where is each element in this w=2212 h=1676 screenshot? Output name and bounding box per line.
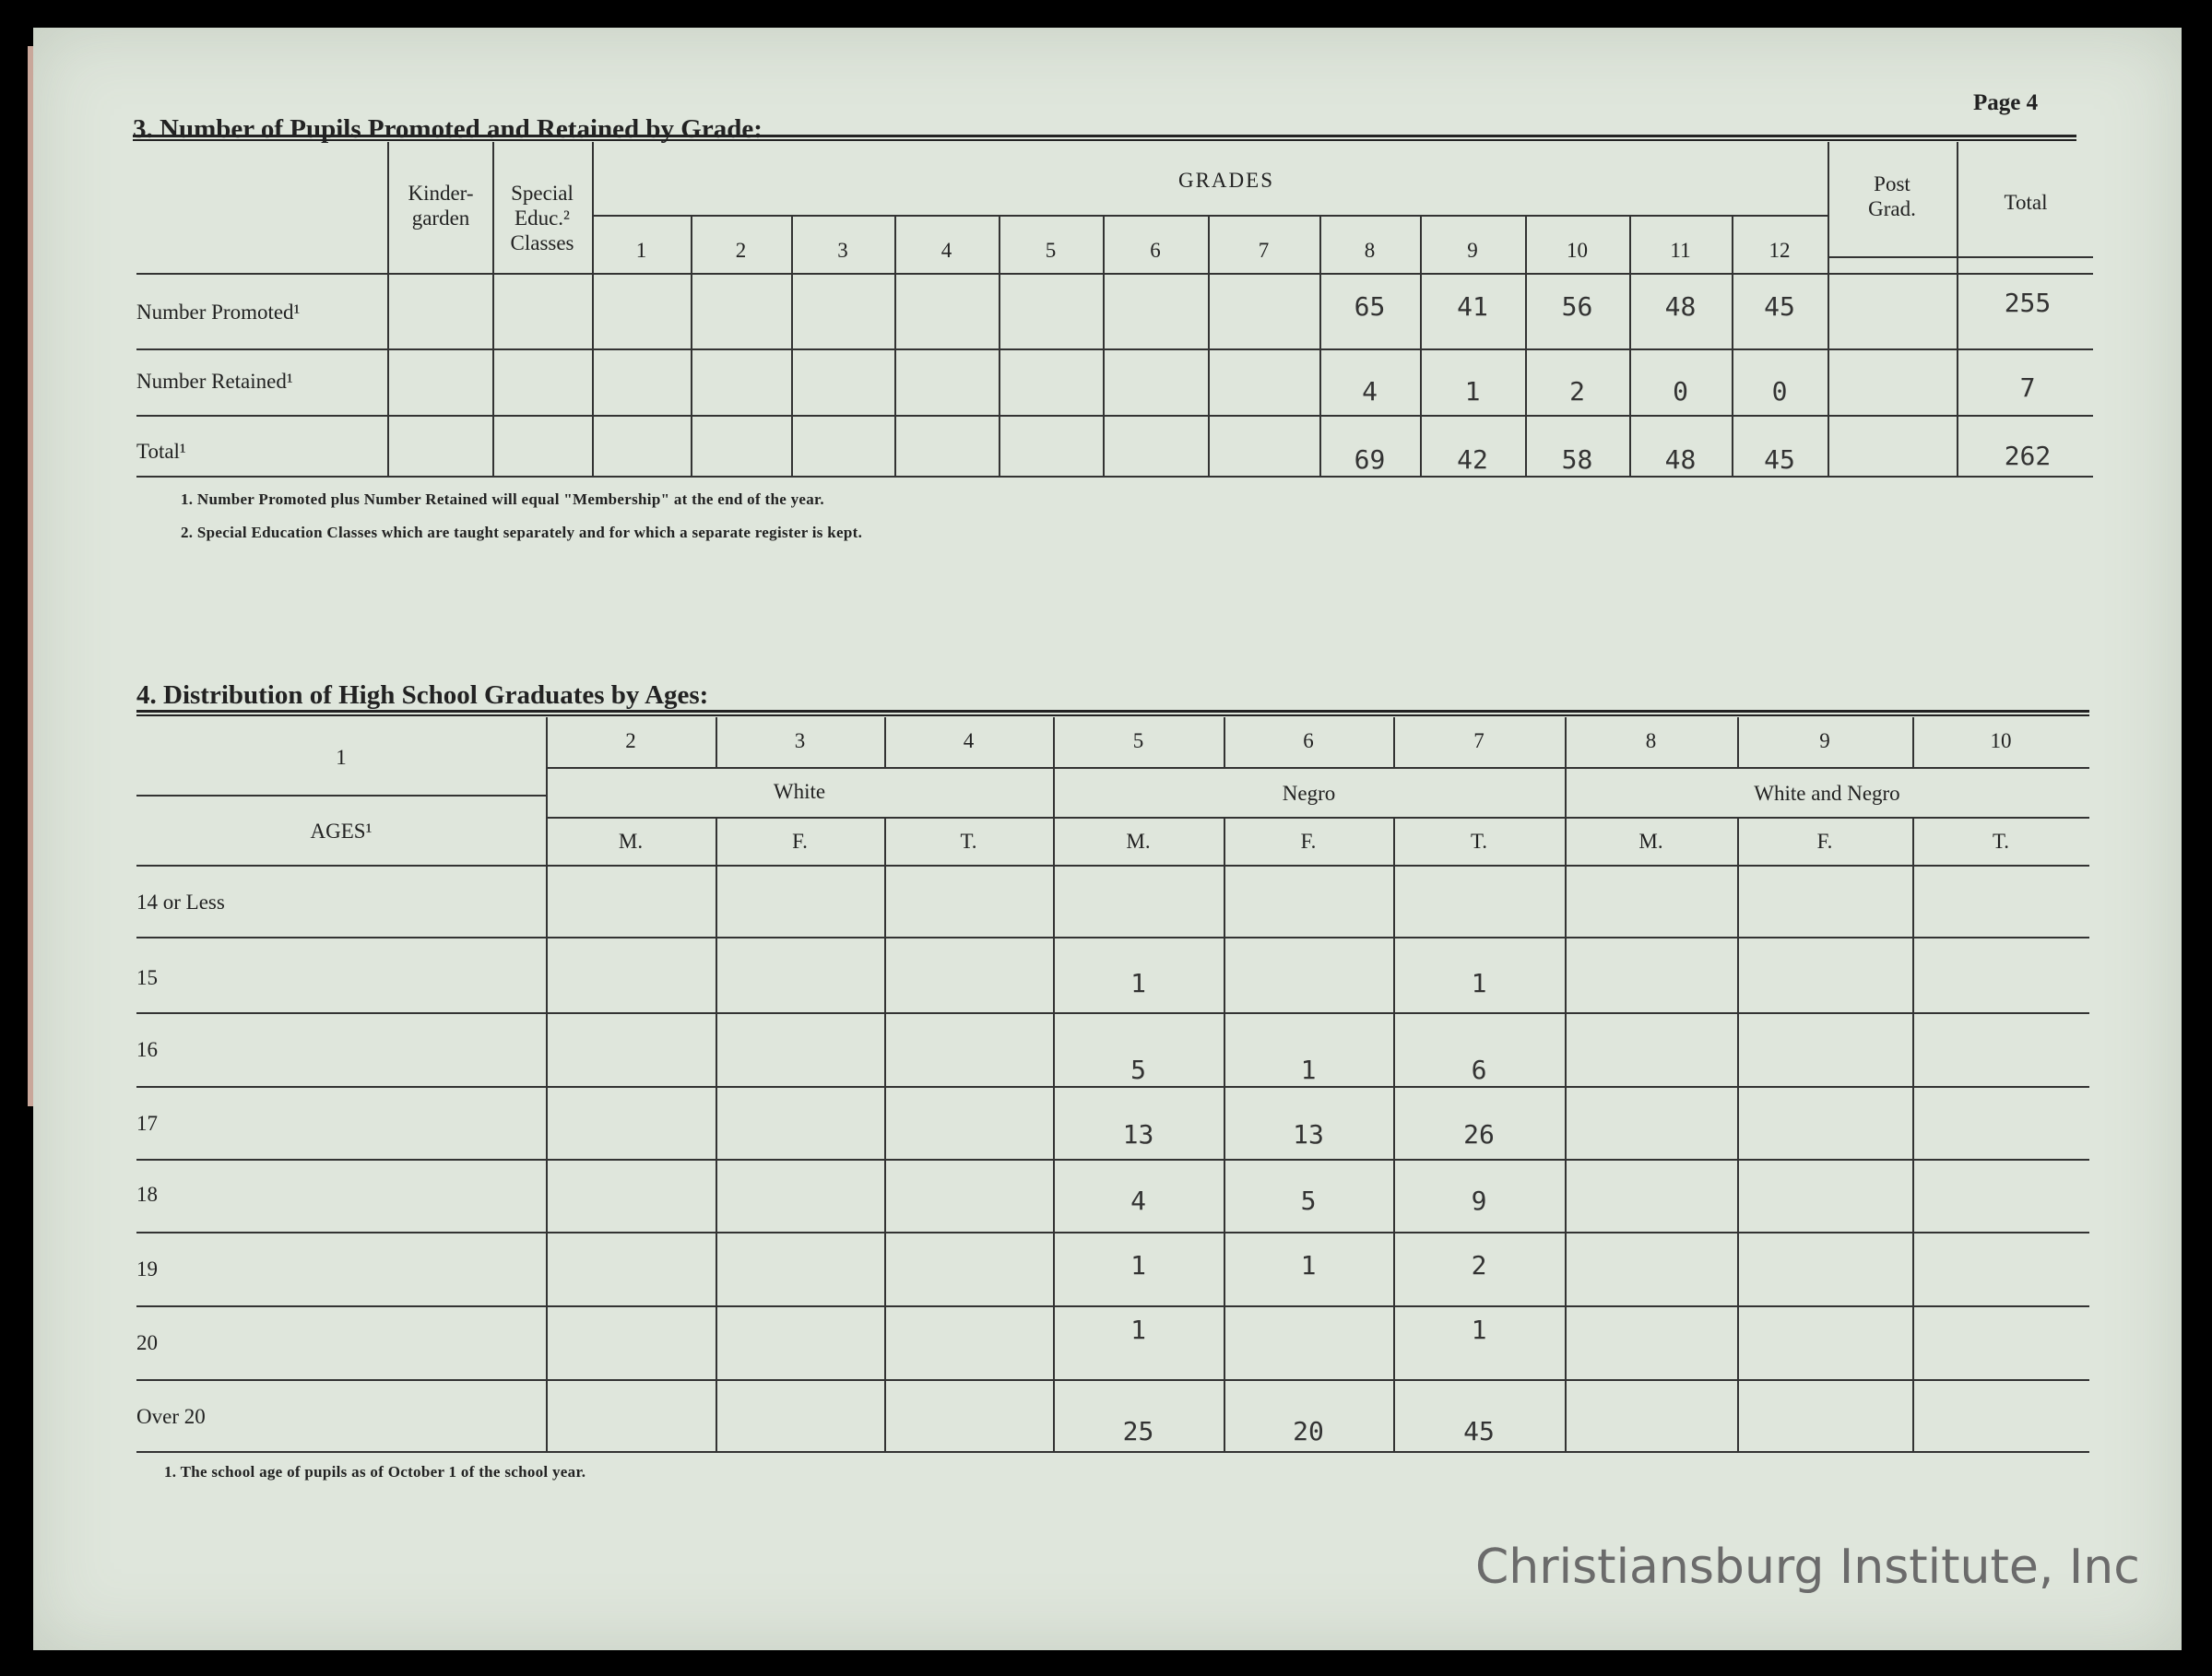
header-kindergarden: Kinder- garden (408, 182, 474, 230)
grade-11-value: 48 (1664, 444, 1697, 475)
grade-header-2: 2 (735, 239, 747, 262)
grade-9-value: 1 (1464, 376, 1481, 407)
section4-top-rule (136, 710, 2089, 716)
negro-count: 2 (1471, 1250, 1487, 1281)
sub-header: F. (1816, 830, 1833, 853)
grade-9-value: 41 (1457, 291, 1488, 322)
table-rule (136, 476, 2093, 478)
page-number: Page 4 (1973, 90, 2039, 115)
sub-header: F. (792, 830, 808, 853)
age-row-label: 16 (136, 1038, 158, 1061)
grade-header-10: 10 (1567, 239, 1588, 262)
table-rule (546, 767, 2089, 769)
negro-count: 1 (1130, 1250, 1146, 1281)
section3-title: 3. Number of Pupils Promoted and Retained by Grade: (133, 114, 763, 144)
negro-count: 13 (1122, 1119, 1154, 1150)
negro-count: 45 (1463, 1416, 1495, 1446)
table-rule (136, 1232, 2089, 1233)
grade-12-value: 45 (1764, 291, 1795, 322)
negro-count: 1 (1300, 1250, 1317, 1281)
column-number-9: 9 (1819, 729, 1830, 752)
sub-header: T. (1470, 830, 1488, 853)
header-post-grad: Post Grad. (1868, 172, 1916, 220)
table-rule (136, 795, 546, 797)
column-number-4: 4 (963, 729, 975, 752)
table-rule (136, 865, 2089, 867)
table-rule (136, 415, 2093, 417)
grade-12-value: 0 (1771, 376, 1788, 407)
age-row-label: 18 (136, 1183, 158, 1206)
table-rule (136, 1379, 2089, 1381)
negro-count: 25 (1122, 1416, 1154, 1446)
table-rule (1565, 717, 1567, 1451)
sub-header: F. (1300, 830, 1317, 853)
negro-count: 5 (1300, 1186, 1317, 1216)
table-rule (546, 817, 2089, 819)
grade-8-value: 4 (1362, 376, 1378, 407)
grade-header-1: 1 (635, 239, 647, 262)
table-rule (1737, 817, 1739, 1451)
negro-count: 20 (1293, 1416, 1324, 1446)
column-number-7: 7 (1473, 729, 1485, 752)
grade-8-value: 65 (1354, 291, 1386, 322)
negro-count: 9 (1471, 1186, 1487, 1216)
negro-count: 4 (1130, 1186, 1146, 1216)
table-rule (592, 215, 1828, 217)
grade-11-value: 48 (1664, 291, 1697, 322)
row-label: Number Promoted¹ (136, 301, 301, 324)
row-total-value: 7 (2019, 372, 2036, 403)
row-label: Number Retained¹ (136, 370, 293, 393)
column-number-6: 6 (1303, 729, 1314, 752)
sub-header: M. (1638, 830, 1663, 853)
section4-footnote: 1. The school age of pupils as of October 1 of the school year. (164, 1463, 586, 1481)
header-total: Total (2004, 191, 2048, 214)
row-total-value: 255 (2004, 288, 2052, 318)
table-rule (136, 1159, 2089, 1161)
table-rule (1828, 256, 2093, 258)
table-rule (546, 717, 548, 1451)
table-rule (136, 1012, 2089, 1014)
column-number-3: 3 (794, 729, 806, 752)
column-number-5: 5 (1132, 729, 1144, 752)
header-special-education: Special Educ.² Classes (510, 182, 574, 254)
negro-count: 1 (1471, 968, 1487, 998)
grade-header-8: 8 (1364, 239, 1376, 262)
table-rule (1912, 817, 1914, 1451)
negro-count: 5 (1130, 1055, 1146, 1085)
column-number-2: 2 (625, 729, 636, 752)
sub-header: M. (1126, 830, 1151, 853)
table-rule (716, 817, 717, 1451)
grade-8-value: 69 (1354, 444, 1386, 475)
group-header-white: White (773, 780, 826, 803)
table-rule (136, 937, 2089, 938)
negro-count: 1 (1471, 1315, 1487, 1345)
grade-header-4: 4 (940, 239, 952, 262)
grade-9-value: 42 (1457, 444, 1488, 475)
column-number-1: 1 (336, 746, 347, 769)
grade-11-value: 0 (1673, 376, 1688, 407)
grade-12-value: 45 (1764, 444, 1795, 475)
age-row-label: 14 or Less (136, 891, 225, 914)
sub-header: M. (618, 830, 644, 853)
table-rule (592, 142, 594, 476)
section3-footnote-2: 2. Special Education Classes which are taught separately and for which a separate register is kept. (181, 524, 863, 541)
negro-count: 1 (1130, 1315, 1146, 1345)
table-rule (136, 1086, 2089, 1088)
watermark: Christiansburg Institute, Inc (1475, 1540, 2140, 1595)
age-row-label: 15 (136, 966, 158, 989)
negro-count: 13 (1293, 1119, 1324, 1150)
row-label: Total¹ (136, 440, 186, 463)
grade-header-11: 11 (1670, 239, 1691, 262)
sub-header: T. (1992, 830, 2010, 853)
grade-header-7: 7 (1258, 239, 1270, 262)
row-total-value: 262 (2004, 441, 2052, 471)
age-row-label: 20 (136, 1331, 158, 1354)
table-rule (136, 273, 2093, 275)
grade-header-5: 5 (1045, 239, 1057, 262)
grade-header-9: 9 (1467, 239, 1478, 262)
table-rule (387, 142, 389, 476)
grade-10-value: 56 (1561, 291, 1593, 322)
grade-header-6: 6 (1150, 239, 1161, 262)
table-rule (136, 1305, 2089, 1307)
section4-title: 4. Distribution of High School Graduates by Ages: (136, 680, 709, 710)
negro-count: 1 (1130, 968, 1146, 998)
table-rule (136, 1451, 2089, 1453)
grade-10-value: 2 (1569, 376, 1585, 407)
column-number-8: 8 (1645, 729, 1657, 752)
age-row-label: 17 (136, 1112, 158, 1135)
age-row-label: Over 20 (136, 1405, 206, 1428)
group-header-negro: Negro (1282, 782, 1336, 805)
negro-count: 6 (1471, 1055, 1487, 1085)
table-rule (884, 817, 886, 1451)
grade-10-value: 58 (1561, 444, 1593, 475)
age-row-label: 19 (136, 1257, 158, 1281)
table-rule (136, 348, 2093, 350)
negro-count: 1 (1300, 1055, 1317, 1085)
group-header-white-and-negro: White and Negro (1754, 782, 1900, 805)
grade-header-3: 3 (837, 239, 848, 262)
column-number-10: 10 (1990, 729, 2012, 752)
header-grades: GRADES (1177, 169, 1274, 192)
section3-top-rule (133, 135, 2076, 141)
negro-count: 26 (1463, 1119, 1495, 1150)
ages-label: AGES¹ (310, 820, 373, 843)
sub-header: T. (960, 830, 977, 853)
section3-footnote-1: 1. Number Promoted plus Number Retained will equal "Membership" at the end of the year. (181, 490, 824, 508)
grade-header-12: 12 (1768, 239, 1791, 262)
